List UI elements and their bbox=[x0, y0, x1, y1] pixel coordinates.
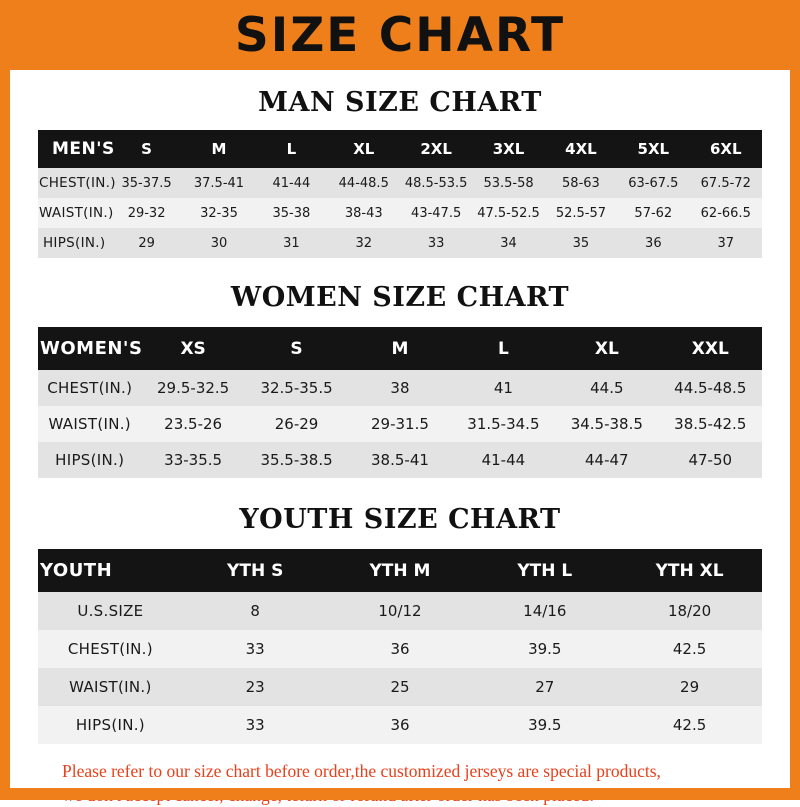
women-cell-1-0: 23.5-26 bbox=[164, 415, 223, 433]
man-cell-2-5: 34 bbox=[500, 235, 517, 251]
man-header-cell-0: MEN'S bbox=[52, 139, 115, 159]
women-table-body bbox=[38, 370, 762, 478]
man-cell-2-6: 35 bbox=[572, 235, 590, 251]
man-header-cell-8: 5XL bbox=[637, 140, 670, 158]
table-row bbox=[38, 668, 762, 706]
man-cell-0-6: 58-63 bbox=[562, 175, 600, 191]
man-cell-2-8: 37 bbox=[717, 235, 735, 251]
women-row-0-label: CHEST(IN.) bbox=[47, 379, 133, 397]
youth-size-table bbox=[38, 549, 762, 744]
youth-cell-2-3: 29 bbox=[680, 678, 700, 696]
man-cell-2-2: 31 bbox=[283, 235, 300, 251]
table-header-row bbox=[38, 130, 762, 168]
youth-cell-3-0: 33 bbox=[245, 716, 265, 734]
chart-content bbox=[10, 87, 790, 807]
youth-cell-1-2: 39.5 bbox=[528, 640, 562, 658]
youth-row-3-label: HIPS(IN.) bbox=[75, 716, 145, 734]
women-cell-1-3: 31.5-34.5 bbox=[467, 415, 540, 433]
women-header-cell-4: L bbox=[497, 338, 509, 359]
women-row-1-label: WAIST(IN.) bbox=[48, 415, 131, 433]
women-cell-0-3: 41 bbox=[493, 379, 513, 397]
table-header-row bbox=[38, 327, 762, 370]
man-cell-0-7: 63-67.5 bbox=[628, 175, 679, 191]
man-cell-1-2: 35-38 bbox=[272, 205, 311, 221]
women-header-cell-2: S bbox=[290, 338, 303, 359]
man-row-0-label: CHEST(IN.) bbox=[39, 175, 116, 191]
footer-accent-bar bbox=[10, 788, 790, 800]
women-cell-2-3: 41-44 bbox=[481, 451, 526, 469]
man-cell-0-3: 44-48.5 bbox=[338, 175, 389, 191]
man-header-cell-2: M bbox=[211, 140, 227, 158]
youth-cell-1-1: 36 bbox=[390, 640, 410, 658]
man-header-cell-4: XL bbox=[353, 140, 375, 158]
man-size-table bbox=[38, 130, 762, 258]
man-cell-1-1: 32-35 bbox=[200, 205, 238, 221]
note-line-1: Please refer to our size chart before order,the customized jerseys are special products, bbox=[62, 761, 661, 781]
man-cell-2-4: 33 bbox=[427, 235, 445, 251]
man-header-cell-9: 6XL bbox=[709, 140, 742, 158]
youth-cell-3-1: 36 bbox=[390, 716, 410, 734]
youth-header-cell-4: YTH XL bbox=[655, 560, 724, 581]
man-row-2-label: HIPS(IN.) bbox=[42, 235, 106, 251]
table-header-row bbox=[38, 549, 762, 592]
man-cell-0-1: 37.5-41 bbox=[193, 175, 245, 191]
man-header-cell-6: 3XL bbox=[492, 140, 525, 158]
women-row-2-label: HIPS(IN.) bbox=[55, 451, 125, 469]
man-cell-1-8: 62-66.5 bbox=[700, 205, 751, 221]
women-cell-1-5: 38.5-42.5 bbox=[674, 415, 747, 433]
women-size-table bbox=[38, 327, 762, 478]
table-row bbox=[38, 168, 762, 198]
women-section-title: WOMEN SIZE CHART bbox=[230, 282, 570, 313]
man-cell-2-1: 30 bbox=[210, 235, 228, 251]
youth-row-2-label: WAIST(IN.) bbox=[69, 678, 152, 696]
women-cell-0-1: 32.5-35.5 bbox=[260, 379, 333, 397]
man-header-cell-7: 4XL bbox=[565, 140, 597, 158]
youth-cell-0-2: 14/16 bbox=[523, 602, 567, 620]
man-cell-0-0: 35-37.5 bbox=[121, 175, 172, 191]
women-header-cell-1: XS bbox=[180, 338, 206, 359]
man-header-cell-3: L bbox=[286, 140, 297, 158]
man-section-title: MAN SIZE CHART bbox=[258, 87, 542, 118]
table-row bbox=[38, 228, 762, 258]
man-cell-0-4: 48.5-53.5 bbox=[404, 175, 468, 191]
youth-cell-2-0: 23 bbox=[245, 678, 265, 696]
youth-header-cell-2: YTH M bbox=[369, 560, 431, 581]
man-header-cell-5: 2XL bbox=[420, 140, 452, 158]
man-cell-0-8: 67.5-72 bbox=[700, 175, 751, 191]
man-cell-0-2: 41-44 bbox=[272, 175, 311, 191]
man-header-cell-1: S bbox=[141, 140, 152, 158]
women-table-header bbox=[38, 327, 762, 370]
man-cell-2-7: 36 bbox=[645, 235, 662, 251]
table-row bbox=[38, 442, 762, 478]
man-cell-1-7: 57-62 bbox=[634, 205, 673, 221]
youth-section-title: YOUTH SIZE CHART bbox=[239, 504, 561, 535]
women-cell-2-4: 44-47 bbox=[585, 451, 629, 469]
man-cell-0-5: 53.5-58 bbox=[483, 175, 534, 191]
table-row bbox=[38, 706, 762, 744]
man-cell-1-6: 52.5-57 bbox=[555, 205, 607, 221]
man-cell-2-0: 29 bbox=[138, 235, 155, 251]
youth-cell-3-3: 42.5 bbox=[672, 716, 707, 734]
youth-cell-1-3: 42.5 bbox=[672, 640, 707, 658]
women-cell-2-2: 38.5-41 bbox=[371, 451, 429, 469]
youth-row-0-label: U.S.SIZE bbox=[77, 602, 144, 620]
man-table-header bbox=[38, 130, 762, 168]
youth-header-cell-1: YTH S bbox=[227, 560, 284, 581]
youth-table-header bbox=[38, 549, 762, 592]
man-cell-1-4: 43-47.5 bbox=[411, 205, 462, 221]
women-cell-0-2: 38 bbox=[390, 379, 410, 397]
women-cell-1-2: 29-31.5 bbox=[371, 415, 429, 433]
women-cell-1-1: 26-29 bbox=[274, 415, 319, 433]
table-row bbox=[38, 630, 762, 668]
women-header-cell-6: XXL bbox=[691, 338, 729, 359]
women-cell-1-4: 34.5-38.5 bbox=[570, 415, 643, 433]
women-cell-2-1: 35.5-38.5 bbox=[260, 451, 333, 469]
youth-cell-3-2: 39.5 bbox=[528, 716, 562, 734]
man-row-1-label: WAIST(IN.) bbox=[39, 205, 114, 221]
man-cell-2-3: 32 bbox=[355, 235, 373, 251]
youth-cell-2-1: 25 bbox=[390, 678, 410, 696]
youth-header-cell-3: YTH L bbox=[517, 560, 573, 581]
youth-row-1-label: CHEST(IN.) bbox=[67, 640, 153, 658]
women-header-cell-5: XL bbox=[594, 338, 619, 359]
page-title: SIZE CHART bbox=[234, 7, 566, 63]
women-cell-2-0: 33-35.5 bbox=[164, 451, 223, 469]
table-row bbox=[38, 592, 762, 630]
youth-header-cell-0: YOUTH bbox=[40, 560, 113, 581]
youth-table-body bbox=[38, 592, 762, 744]
youth-cell-2-2: 27 bbox=[535, 678, 555, 696]
page-banner bbox=[0, 0, 800, 70]
women-header-cell-0: WOMEN'S bbox=[40, 338, 143, 359]
youth-cell-0-0: 8 bbox=[250, 602, 260, 620]
women-cell-0-4: 44.5 bbox=[590, 379, 624, 397]
man-cell-1-5: 47.5-52.5 bbox=[477, 205, 540, 221]
women-cell-0-5: 44.5-48.5 bbox=[674, 379, 747, 397]
man-table-body bbox=[38, 168, 762, 258]
youth-cell-1-0: 33 bbox=[245, 640, 265, 658]
man-cell-1-3: 38-43 bbox=[344, 205, 383, 221]
youth-cell-0-3: 18/20 bbox=[667, 602, 712, 620]
table-row bbox=[38, 198, 762, 228]
table-row bbox=[38, 370, 762, 406]
youth-cell-0-1: 10/12 bbox=[378, 602, 422, 620]
women-cell-2-5: 47-50 bbox=[688, 451, 733, 469]
table-row bbox=[38, 406, 762, 442]
women-header-cell-3: M bbox=[391, 338, 409, 359]
man-cell-1-0: 29-32 bbox=[127, 205, 166, 221]
women-cell-0-0: 29.5-32.5 bbox=[157, 379, 230, 397]
